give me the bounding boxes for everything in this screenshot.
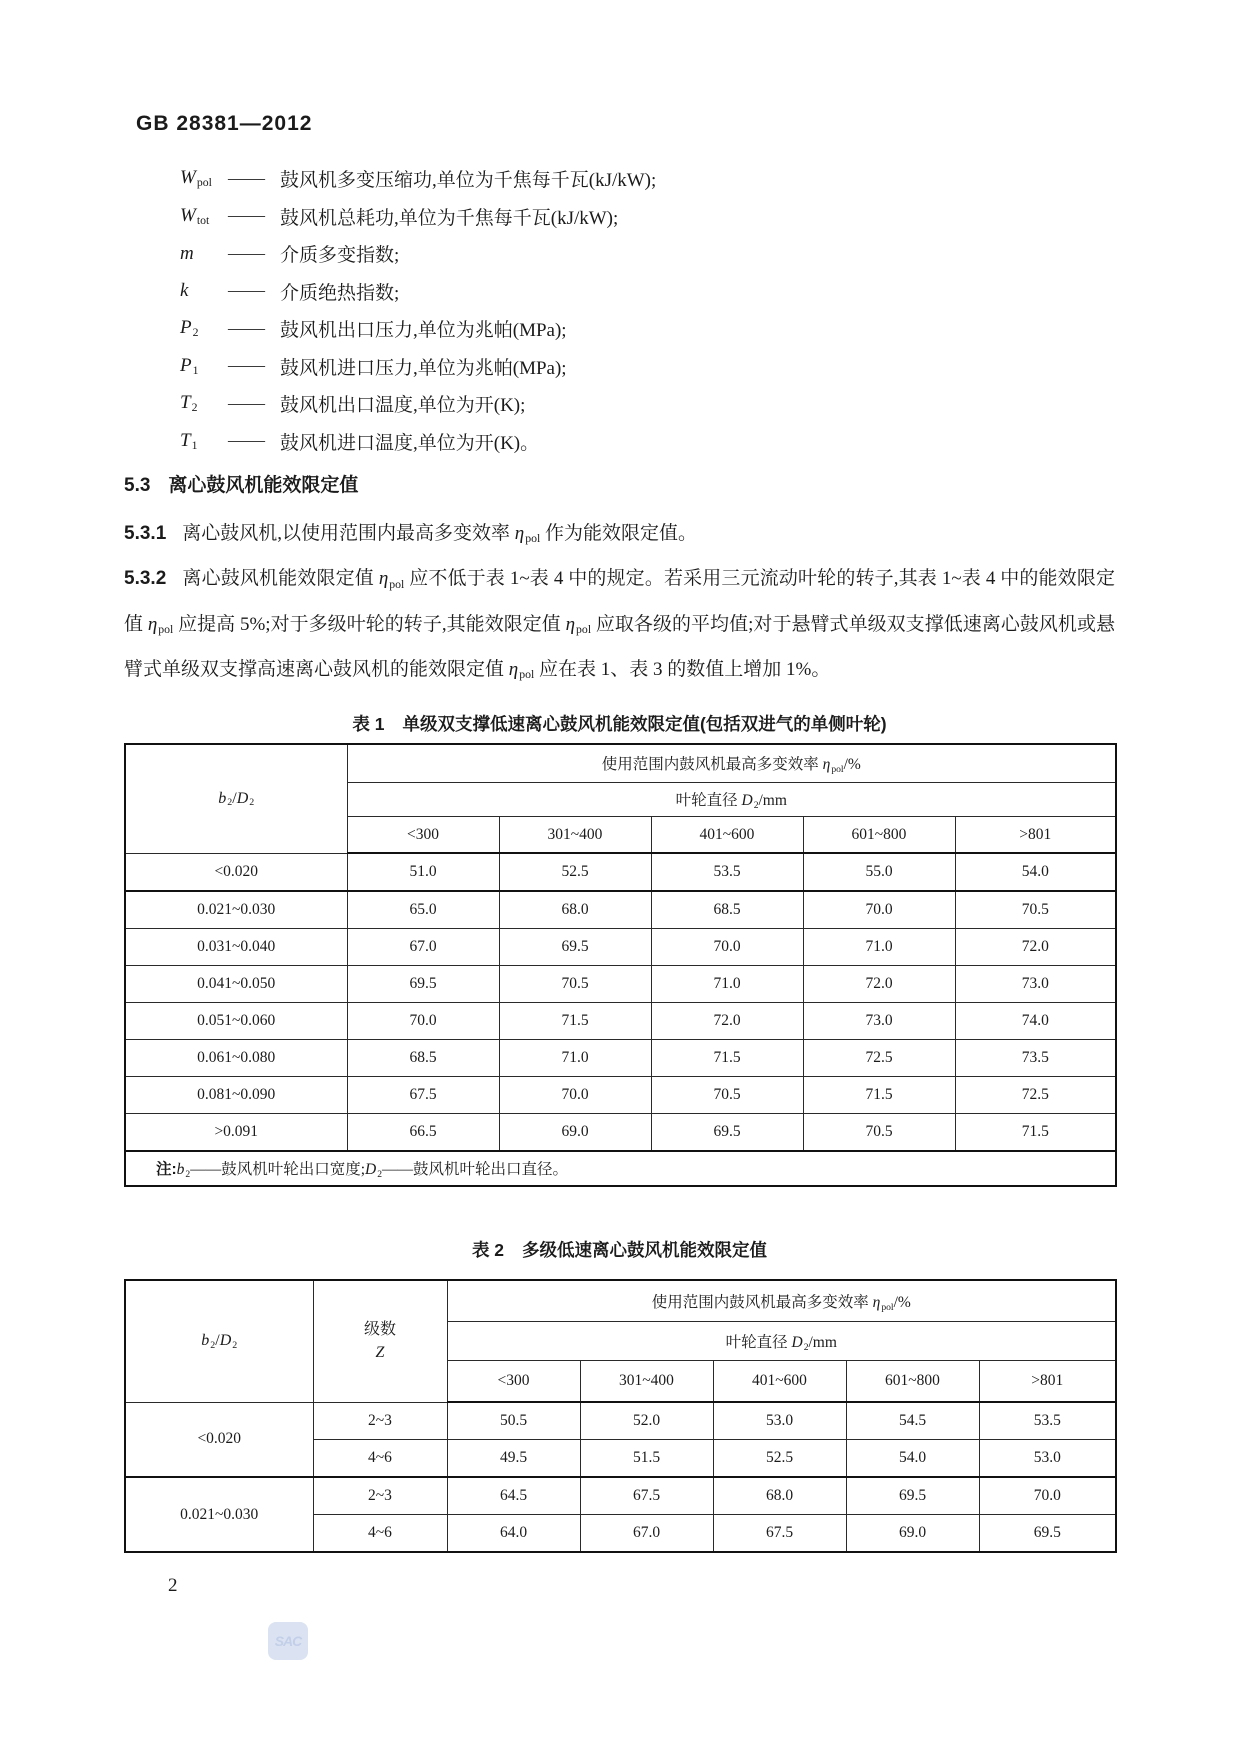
row-label: >0.091	[125, 1114, 347, 1152]
column-header: 301~400	[499, 817, 651, 854]
clause-text: 离心鼓风机,以使用范围内最高多变效率 ηpol 作为能效限定值。	[182, 523, 698, 546]
math-symbol: m	[180, 242, 194, 264]
value-cell: 69.5	[499, 929, 651, 966]
value-cell: 50.5	[447, 1402, 580, 1440]
definition-description: 鼓风机进口压力,单位为兆帕(MPa);	[280, 357, 567, 379]
definition-symbol	[180, 243, 228, 265]
definition-item	[180, 235, 1115, 273]
value-cell: 70.5	[651, 1077, 803, 1114]
value-cell: 71.0	[651, 966, 803, 1003]
clause-number: 5.3.1	[124, 523, 167, 544]
definition-description: 介质多变指数;	[280, 245, 400, 267]
value-cell: 73.5	[955, 1040, 1116, 1077]
column-header: 401~600	[713, 1361, 846, 1403]
value-cell: 70.5	[499, 966, 651, 1003]
value-cell: 53.5	[651, 853, 803, 891]
value-cell: 71.0	[499, 1040, 651, 1077]
value-cell: 68.5	[347, 1040, 499, 1077]
value-cell: 68.5	[651, 891, 803, 929]
sub-header-impeller-diameter: 叶轮直径 D2/mm	[347, 783, 1116, 817]
span-header-efficiency: 使用范围内鼓风机最高多变效率 ηpol/%	[347, 744, 1116, 783]
value-cell: 49.5	[447, 1440, 580, 1478]
value-cell: 69.0	[499, 1114, 651, 1152]
definition-item	[180, 423, 1115, 461]
value-cell: 72.0	[651, 1003, 803, 1040]
stage-count-cell: 4~6	[313, 1440, 447, 1478]
math-symbol: b2	[176, 1161, 191, 1181]
value-cell: 69.5	[347, 966, 499, 1003]
value-cell: 71.0	[803, 929, 955, 966]
math-symbol: D2	[741, 792, 759, 812]
value-cell: 53.0	[979, 1440, 1116, 1478]
value-cell: 51.5	[580, 1440, 713, 1478]
sac-logo	[268, 1622, 308, 1660]
row-label: 0.021~0.030	[125, 1477, 313, 1552]
definition-item	[180, 310, 1115, 348]
definition-description: 鼓风机出口温度,单位为开(K);	[280, 395, 526, 417]
row-label: 0.031~0.040	[125, 929, 347, 966]
value-cell: 66.5	[347, 1114, 499, 1152]
value-cell: 67.5	[580, 1477, 713, 1515]
math-symbol: ηpol	[565, 613, 592, 636]
math-symbol: ηpol	[514, 523, 541, 546]
table-header-row	[125, 744, 1116, 783]
value-cell: 70.5	[803, 1114, 955, 1152]
definition-description: 鼓风机出口压力,单位为兆帕(MPa);	[280, 320, 567, 342]
value-cell: 68.0	[713, 1477, 846, 1515]
stage-count-cell: 2~3	[313, 1402, 447, 1440]
definition-symbol	[180, 430, 228, 453]
definition-description: 鼓风机进口温度,单位为开(K)。	[280, 432, 540, 454]
math-symbol: D2	[365, 1161, 383, 1181]
clause-number: 5.3.2	[124, 568, 167, 590]
table-row	[125, 891, 1116, 929]
value-cell: 71.5	[651, 1040, 803, 1077]
definition-symbol	[180, 392, 228, 415]
math-symbol: P2	[180, 317, 199, 340]
value-cell: 64.5	[447, 1477, 580, 1515]
row-label: <0.020	[125, 853, 347, 891]
definition-dash: ——	[228, 280, 264, 302]
sub-header-impeller-diameter: 叶轮直径 D2/mm	[447, 1322, 1116, 1361]
table-row	[125, 1077, 1116, 1114]
table2-body	[125, 1402, 1116, 1552]
math-symbol: ηpol	[378, 568, 405, 591]
value-cell: 70.0	[347, 1003, 499, 1040]
value-cell: 69.5	[979, 1515, 1116, 1553]
stage-symbol: Z	[375, 1344, 385, 1362]
value-cell: 69.0	[846, 1515, 979, 1553]
value-cell: 72.0	[955, 929, 1116, 966]
value-cell: 64.0	[447, 1515, 580, 1553]
math-symbol: ηpol	[822, 756, 844, 776]
clause-text: 离心鼓风机能效限定值 ηpol 应不低于表 1~表 4 中的规定。若采用三元流动叶轮的转子,其表 1~表 4 中的能效限定值 ηpol 应提高 5%;对于多级叶轮的转子,其能效限定值 ηpol 应取各级的平均值;对于悬臂式单级双支撑低速离心鼓风机或悬臂式单级双支撑高速离心鼓风机的能效限定值 ηpol 应在表 1、表 3 的数值上增加 1%。	[124, 568, 1115, 682]
definition-item	[180, 160, 1115, 198]
definition-dash: ——	[228, 242, 264, 264]
value-cell: 70.0	[803, 891, 955, 929]
column-header: 601~800	[803, 817, 955, 854]
row-label: 0.041~0.050	[125, 966, 347, 1003]
value-cell: 54.0	[846, 1440, 979, 1478]
table-row	[125, 966, 1116, 1003]
definition-item	[180, 273, 1115, 311]
table-note	[125, 1151, 1116, 1186]
column-header: >801	[979, 1361, 1116, 1403]
stage-count-cell: 2~3	[313, 1477, 447, 1515]
table-note-row	[125, 1151, 1116, 1186]
definition-dash: ——	[228, 392, 264, 414]
definition-symbol	[180, 167, 228, 190]
table2-title-number: 表 2	[471, 1240, 505, 1261]
column-header: 301~400	[580, 1361, 713, 1403]
value-cell: 53.5	[979, 1402, 1116, 1440]
value-cell: 70.0	[979, 1477, 1116, 1515]
column-header: <300	[447, 1361, 580, 1403]
definition-item	[180, 385, 1115, 423]
math-symbol: b2	[201, 1332, 216, 1351]
definition-dash: ——	[228, 317, 264, 339]
value-cell: 74.0	[955, 1003, 1116, 1040]
value-cell: 67.5	[347, 1077, 499, 1114]
math-symbol: k	[180, 280, 189, 302]
table1-title-text: 单级双支撑低速离心鼓风机能效限定值(包括双进气的单侧叶轮)	[402, 714, 887, 735]
table-row	[125, 853, 1116, 891]
value-cell: 73.0	[803, 1003, 955, 1040]
column-header: >801	[955, 817, 1116, 854]
math-symbol: T1	[180, 429, 198, 452]
value-cell: 71.5	[955, 1114, 1116, 1152]
table-row	[125, 929, 1116, 966]
value-cell: 67.0	[347, 929, 499, 966]
column-header: <300	[347, 817, 499, 854]
definition-symbol	[180, 205, 228, 228]
row-label: 0.021~0.030	[125, 891, 347, 929]
definition-symbol	[180, 317, 228, 340]
value-cell: 70.5	[955, 891, 1116, 929]
table-row	[125, 1040, 1116, 1077]
definition-item	[180, 348, 1115, 386]
value-cell: 65.0	[347, 891, 499, 929]
clause-5-3-2	[124, 559, 1115, 695]
value-cell: 52.0	[580, 1402, 713, 1440]
section-title: 离心鼓风机能效限定值	[168, 475, 359, 496]
math-symbol: Wtot	[180, 204, 210, 227]
value-cell: 69.5	[846, 1477, 979, 1515]
math-symbol: D2	[236, 789, 255, 809]
table-row	[125, 1402, 1116, 1440]
row-label: 0.061~0.080	[125, 1040, 347, 1077]
row-label: <0.020	[125, 1402, 313, 1477]
standard-number: GB 28381—2012	[136, 112, 313, 135]
table-1	[124, 743, 1117, 1187]
table-2	[124, 1279, 1117, 1553]
symbol-definitions-list	[180, 160, 1115, 460]
table1-title	[124, 711, 1115, 737]
column-header: 601~800	[846, 1361, 979, 1403]
value-cell: 52.5	[499, 853, 651, 891]
math-symbol: ηpol	[147, 613, 174, 636]
value-cell: 51.0	[347, 853, 499, 891]
table2-title-text: 多级低速离心鼓风机能效限定值	[522, 1240, 768, 1261]
value-cell: 73.0	[955, 966, 1116, 1003]
value-cell: 52.5	[713, 1440, 846, 1478]
definition-symbol	[180, 280, 228, 302]
column-header: 401~600	[651, 817, 803, 854]
math-symbol: ηpol	[872, 1293, 894, 1313]
corner-header-b2-d2: b2/D2	[125, 744, 347, 853]
definition-dash: ——	[228, 355, 264, 377]
math-symbol: T2	[180, 392, 198, 415]
definition-dash: ——	[228, 430, 264, 452]
note-text: b2——鼓风机叶轮出口宽度;D2——鼓风机叶轮出口直径。	[176, 1161, 569, 1181]
note-prefix: 注:	[156, 1161, 177, 1179]
page-number: 2	[168, 1575, 178, 1597]
math-symbol: ηpol	[508, 658, 535, 682]
value-cell: 70.0	[651, 929, 803, 966]
sac-logo-text: SAC	[274, 1633, 302, 1649]
definition-symbol	[180, 355, 228, 378]
corner-header-b2-d2: b2/D2	[125, 1280, 313, 1402]
table1-title-number: 表 1	[352, 714, 385, 735]
value-cell: 54.0	[955, 853, 1116, 891]
value-cell: 71.5	[499, 1003, 651, 1040]
math-symbol: Wpol	[180, 167, 212, 190]
value-cell: 67.0	[580, 1515, 713, 1553]
definition-item	[180, 198, 1115, 236]
value-cell: 69.5	[651, 1114, 803, 1152]
definition-dash: ——	[228, 167, 264, 189]
row-label: 0.081~0.090	[125, 1077, 347, 1114]
stage-count-label	[314, 1318, 447, 1364]
math-symbol: P1	[180, 354, 199, 377]
stage-label: 级数	[363, 1321, 396, 1339]
definition-dash: ——	[228, 205, 264, 227]
table2-title	[124, 1237, 1115, 1263]
stage-count-header	[313, 1280, 447, 1402]
row-label: 0.051~0.060	[125, 1003, 347, 1040]
value-cell: 72.5	[955, 1077, 1116, 1114]
value-cell: 72.0	[803, 966, 955, 1003]
value-cell: 72.5	[803, 1040, 955, 1077]
clause-5-3-1	[124, 514, 1115, 559]
section-heading	[124, 470, 1115, 500]
value-cell: 67.5	[713, 1515, 846, 1553]
table1-body	[125, 853, 1116, 1151]
value-cell: 71.5	[803, 1077, 955, 1114]
math-symbol: b2	[218, 789, 233, 809]
value-cell: 53.0	[713, 1402, 846, 1440]
math-symbol: D2	[791, 1333, 809, 1353]
table-row	[125, 1003, 1116, 1040]
value-cell: 54.5	[846, 1402, 979, 1440]
definition-description: 鼓风机总耗功,单位为千焦每千瓦(kJ/kW);	[280, 207, 619, 229]
table-row	[125, 1114, 1116, 1152]
math-symbol: D2	[219, 1332, 238, 1351]
stage-count-cell: 4~6	[313, 1515, 447, 1553]
table-row	[125, 1477, 1116, 1515]
value-cell: 70.0	[499, 1077, 651, 1114]
definition-description: 鼓风机多变压缩功,单位为千焦每千瓦(kJ/kW);	[280, 170, 657, 192]
value-cell: 55.0	[803, 853, 955, 891]
section-number: 5.3	[124, 475, 151, 496]
definition-description: 介质绝热指数;	[280, 282, 400, 304]
value-cell: 68.0	[499, 891, 651, 929]
span-header-efficiency: 使用范围内鼓风机最高多变效率 ηpol/%	[447, 1280, 1116, 1322]
table-header-row	[125, 1280, 1116, 1322]
